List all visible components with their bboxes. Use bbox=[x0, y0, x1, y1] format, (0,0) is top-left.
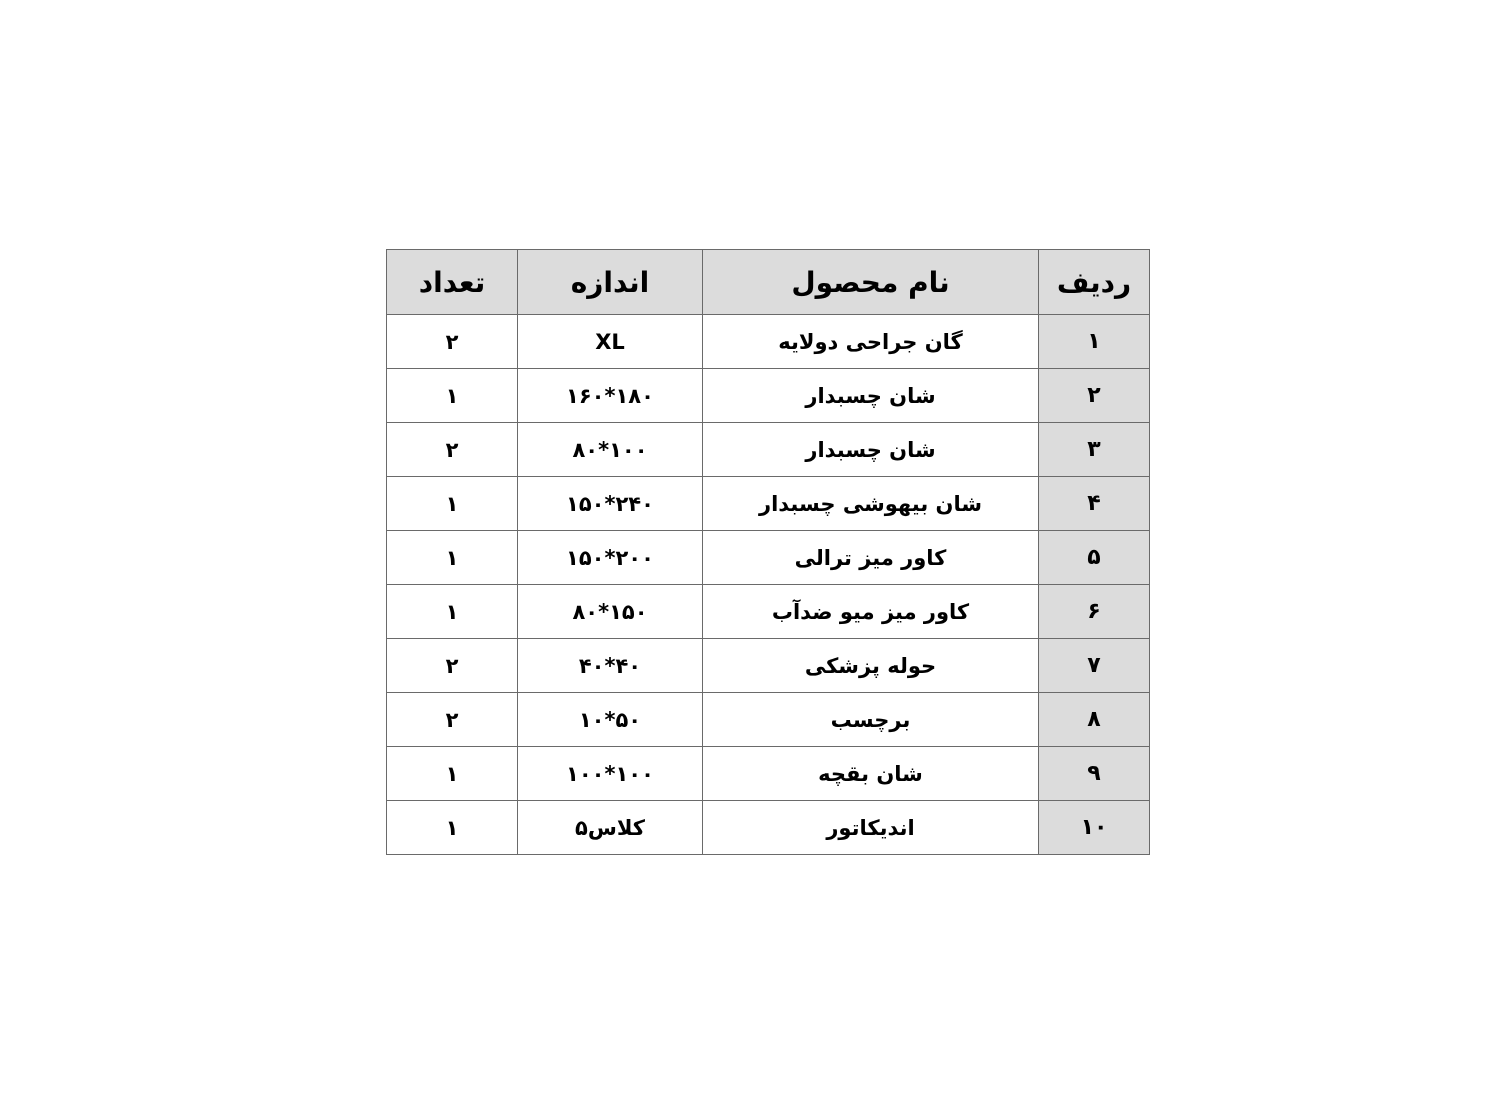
product-name-cell: اندیکاتور bbox=[703, 801, 1039, 855]
size-cell: ۱۶۰*۱۸۰ bbox=[518, 369, 703, 423]
table-row bbox=[387, 315, 1150, 369]
product-name-cell: حوله پزشکی bbox=[703, 639, 1039, 693]
product-name-cell: شان چسبدار bbox=[703, 369, 1039, 423]
product-name-cell: کاور میز ترالی bbox=[703, 531, 1039, 585]
quantity-cell: ۲ bbox=[387, 315, 518, 369]
product-name-cell: شان چسبدار bbox=[703, 423, 1039, 477]
table-row bbox=[387, 747, 1150, 801]
row-number-cell: ۸ bbox=[1039, 693, 1150, 747]
table-row bbox=[387, 693, 1150, 747]
row-number-cell: ۴ bbox=[1039, 477, 1150, 531]
table-row bbox=[387, 531, 1150, 585]
row-number-cell: ۳ bbox=[1039, 423, 1150, 477]
table-row bbox=[387, 585, 1150, 639]
size-cell: کلاس۵ bbox=[518, 801, 703, 855]
quantity-cell: ۱ bbox=[387, 531, 518, 585]
row-number-cell: ۶ bbox=[1039, 585, 1150, 639]
header-quantity: تعداد bbox=[387, 250, 518, 315]
size-cell: ۱۰۰*۱۰۰ bbox=[518, 747, 703, 801]
product-table bbox=[386, 249, 1150, 855]
quantity-cell: ۲ bbox=[387, 693, 518, 747]
table-header-row bbox=[387, 250, 1150, 315]
product-name-cell: شان بیهوشی چسبدار bbox=[703, 477, 1039, 531]
product-name-cell: کاور میز میو ضدآب bbox=[703, 585, 1039, 639]
table-row bbox=[387, 477, 1150, 531]
size-cell: ۸۰*۱۵۰ bbox=[518, 585, 703, 639]
header-product-name: نام محصول bbox=[703, 250, 1039, 315]
table-row bbox=[387, 639, 1150, 693]
table-row bbox=[387, 801, 1150, 855]
row-number-cell: ۱۰ bbox=[1039, 801, 1150, 855]
header-row-number: ردیف bbox=[1039, 250, 1150, 315]
quantity-cell: ۱ bbox=[387, 801, 518, 855]
quantity-cell: ۲ bbox=[387, 423, 518, 477]
product-name-cell: گان جراحی دولایه bbox=[703, 315, 1039, 369]
size-cell: XL bbox=[518, 315, 703, 369]
size-cell: ۴۰*۴۰ bbox=[518, 639, 703, 693]
row-number-cell: ۷ bbox=[1039, 639, 1150, 693]
table-row bbox=[387, 369, 1150, 423]
table-row bbox=[387, 423, 1150, 477]
quantity-cell: ۱ bbox=[387, 477, 518, 531]
row-number-cell: ۵ bbox=[1039, 531, 1150, 585]
product-name-cell: برچسب bbox=[703, 693, 1039, 747]
header-size: اندازه bbox=[518, 250, 703, 315]
row-number-cell: ۹ bbox=[1039, 747, 1150, 801]
quantity-cell: ۱ bbox=[387, 747, 518, 801]
size-cell: ۱۵۰*۲۴۰ bbox=[518, 477, 703, 531]
size-cell: ۱۵۰*۲۰۰ bbox=[518, 531, 703, 585]
product-name-cell: شان بقچه bbox=[703, 747, 1039, 801]
quantity-cell: ۱ bbox=[387, 585, 518, 639]
size-cell: ۱۰*۵۰ bbox=[518, 693, 703, 747]
quantity-cell: ۲ bbox=[387, 639, 518, 693]
quantity-cell: ۱ bbox=[387, 369, 518, 423]
row-number-cell: ۲ bbox=[1039, 369, 1150, 423]
size-cell: ۸۰*۱۰۰ bbox=[518, 423, 703, 477]
row-number-cell: ۱ bbox=[1039, 315, 1150, 369]
